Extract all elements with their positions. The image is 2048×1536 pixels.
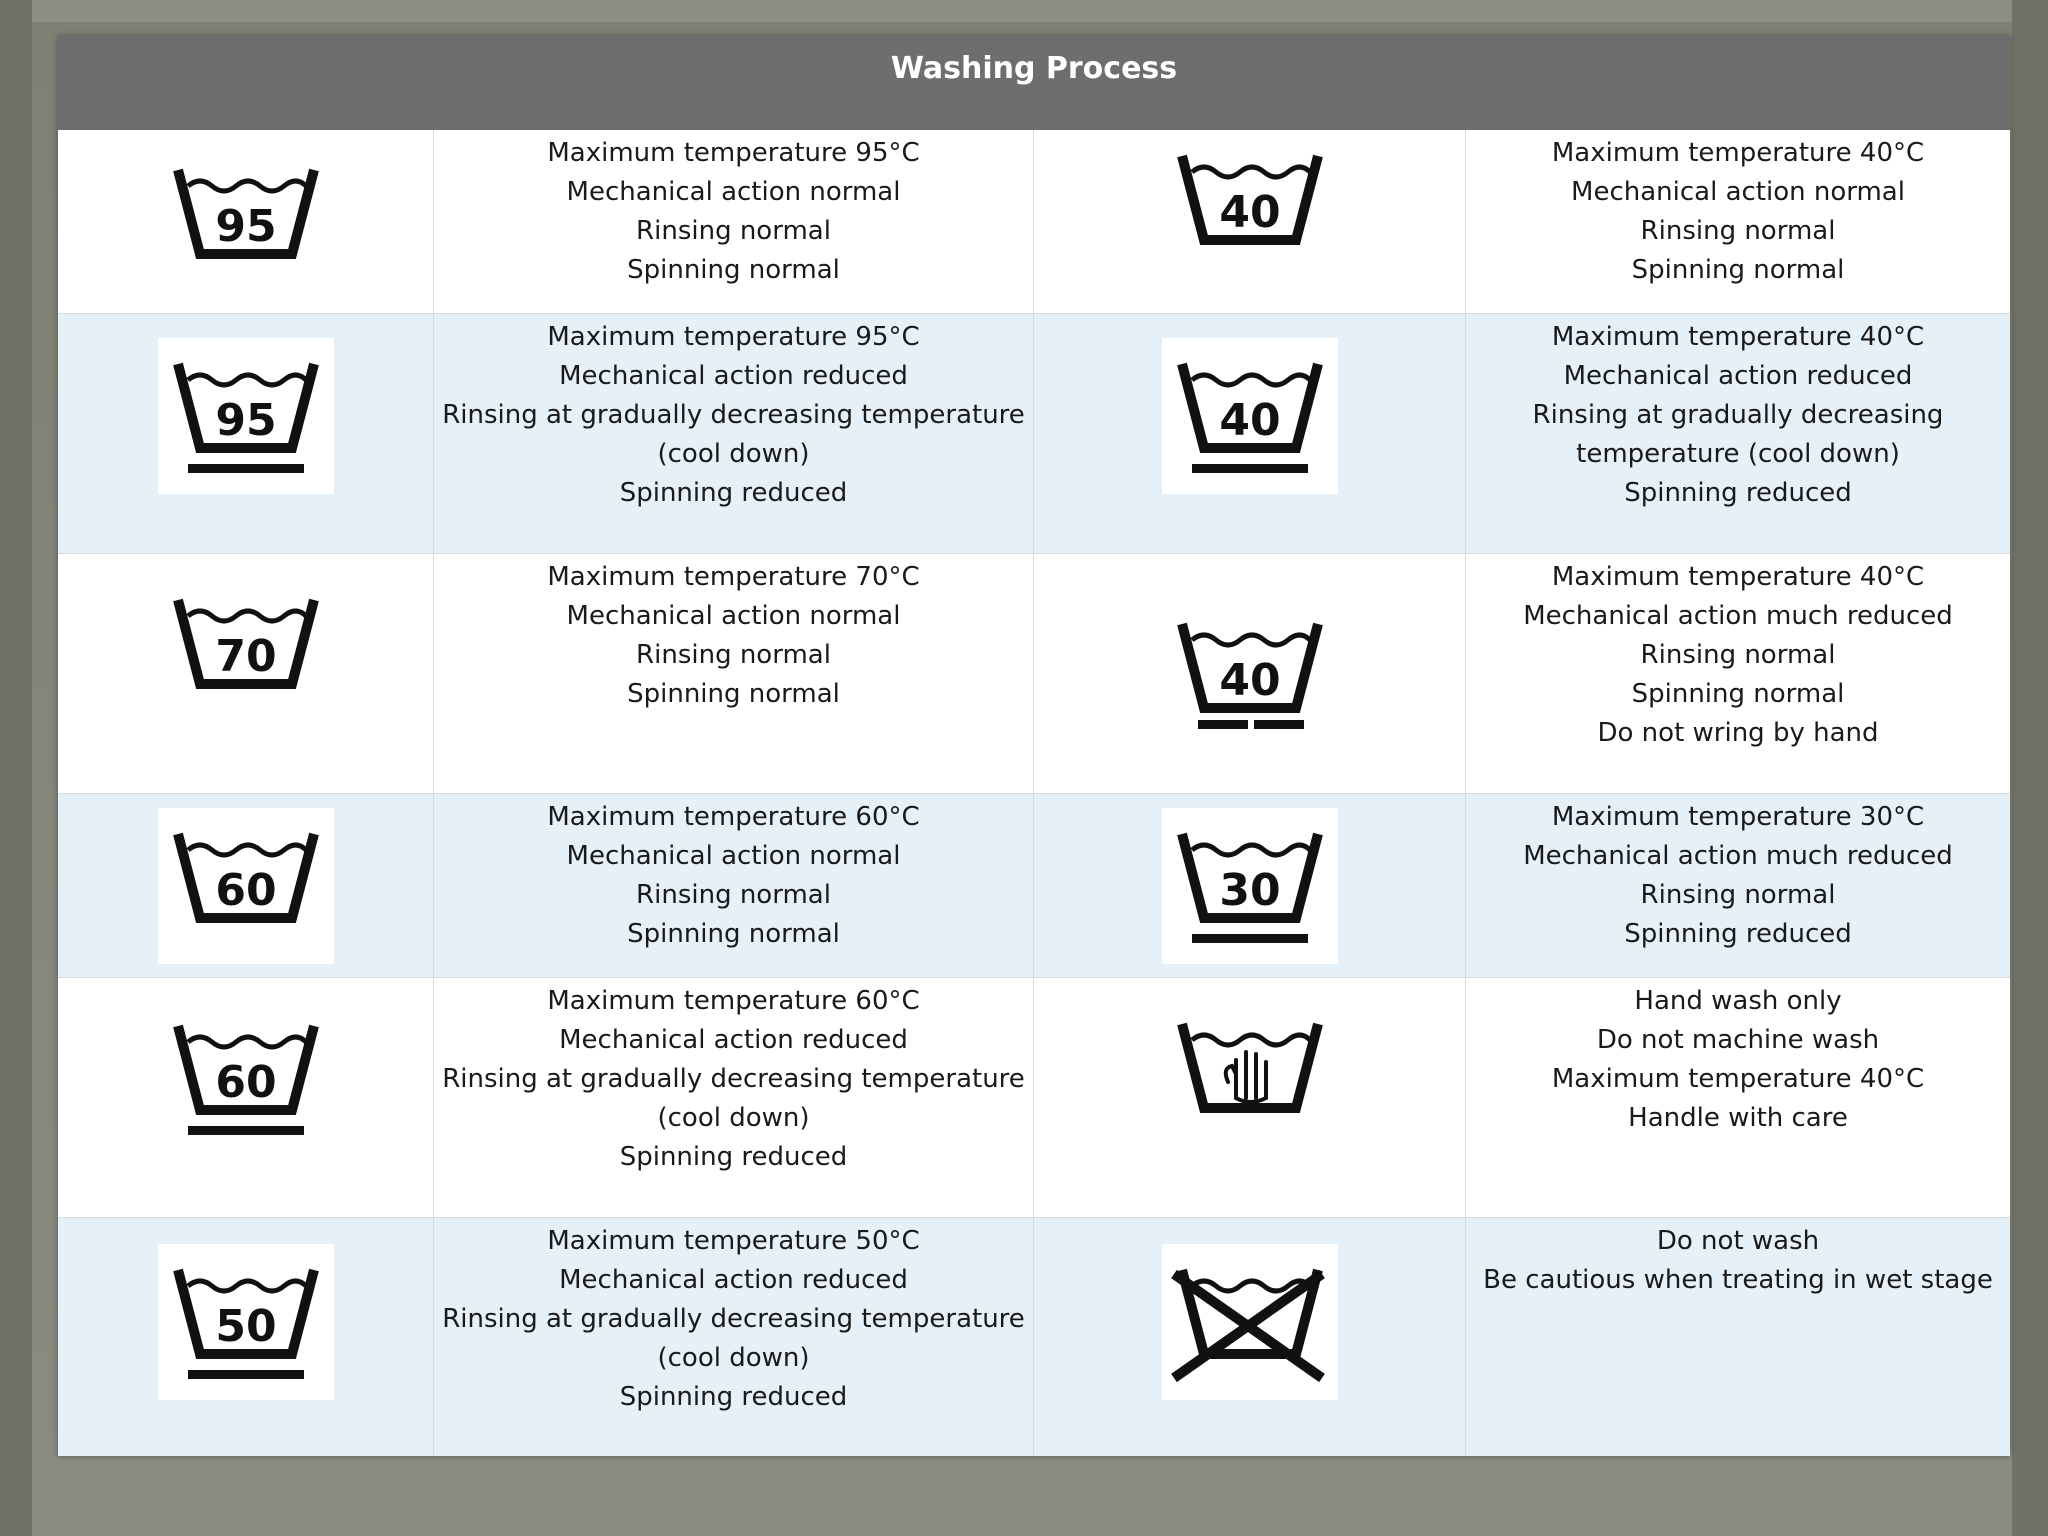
- description-line: Spinning normal: [1631, 679, 1845, 709]
- wash-40-very-gentle-icon: [1162, 598, 1338, 754]
- description-line: Spinning reduced: [1624, 478, 1852, 508]
- temperature-label: 50: [214, 1301, 277, 1352]
- description-cell-left: [434, 1218, 1034, 1456]
- table-row: [58, 794, 2010, 978]
- wash-70-icon: [158, 574, 334, 730]
- description-line: Spinning normal: [627, 255, 840, 285]
- temperature-label: 40: [1218, 395, 1281, 446]
- description-line: Spinning normal: [627, 919, 840, 949]
- description-line: Maximum temperature 95°C: [547, 322, 920, 352]
- table-row: [58, 978, 2010, 1218]
- symbol-cell-right: [1034, 314, 1466, 553]
- description-line: Spinning normal: [627, 679, 840, 709]
- description-line: Maximum temperature 40°C: [1551, 1064, 1925, 1094]
- description-line: Rinsing normal: [636, 880, 831, 910]
- description-line: Rinsing normal: [636, 216, 831, 246]
- description-line: Do not wring by hand: [1597, 718, 1879, 748]
- description-line: Mechanical action reduced: [559, 1025, 908, 1055]
- temperature-label: 40: [1218, 187, 1281, 238]
- symbol-cell-right: [1034, 130, 1466, 313]
- description-cell-left: [434, 130, 1034, 313]
- slide-edge-left: [0, 0, 32, 1536]
- description-line: Maximum temperature 30°C: [1551, 802, 1925, 832]
- description-cell-right: [1466, 794, 2010, 977]
- slide-edge-right: [2012, 0, 2048, 1536]
- description-line: Rinsing at gradually decreasing temperature: [442, 1304, 1025, 1334]
- description-cell-left: [434, 314, 1034, 553]
- temperature-label: 30: [1218, 865, 1281, 916]
- wash-95-gentle-icon: [158, 338, 334, 494]
- description-line: Spinning normal: [1631, 255, 1845, 285]
- description-line: Mechanical action reduced: [559, 361, 908, 391]
- symbol-cell-right: [1034, 1218, 1466, 1456]
- description-line: Maximum temperature 50°C: [547, 1226, 920, 1256]
- symbol-cell-right: [1034, 554, 1466, 793]
- description-line: Spinning reduced: [619, 1382, 848, 1412]
- description-line: Mechanical action normal: [1571, 177, 1905, 207]
- table-row: [58, 130, 2010, 314]
- description-line: (cool down): [657, 439, 810, 469]
- table-header: [58, 36, 2010, 130]
- description-line: Mechanical action much reduced: [1523, 841, 1953, 871]
- description-line: Rinsing normal: [1640, 216, 1836, 246]
- description-line: Mechanical action normal: [566, 841, 901, 871]
- temperature-label: 60: [214, 1057, 277, 1108]
- description-cell-right: [1466, 1218, 2010, 1456]
- wash-50-gentle-icon: [158, 1244, 334, 1400]
- description-line: Maximum temperature 95°C: [547, 138, 920, 168]
- description-cell-right: [1466, 554, 2010, 793]
- description-line: Mechanical action normal: [566, 177, 901, 207]
- symbol-cell-left: [58, 130, 434, 313]
- description-line: Rinsing normal: [1640, 880, 1836, 910]
- symbol-cell-left: [58, 314, 434, 553]
- description-line: Spinning reduced: [1624, 919, 1852, 949]
- description-line: Rinsing at gradually decreasing: [1532, 400, 1944, 430]
- description-cell-left: [434, 554, 1034, 793]
- description-line: Rinsing at gradually decreasing temperature: [442, 1064, 1025, 1094]
- description-cell-right: [1466, 314, 2010, 553]
- temperature-label: 40: [1218, 655, 1281, 706]
- wash-60-icon: [158, 808, 334, 964]
- description-cell-right: [1466, 130, 2010, 313]
- symbol-cell-left: [58, 554, 434, 793]
- description-line: Maximum temperature 70°C: [547, 562, 920, 592]
- description-line: Mechanical action normal: [566, 601, 901, 631]
- description-line: Do not wash: [1656, 1226, 1820, 1256]
- wash-40-icon: [1162, 130, 1338, 286]
- description-line: Maximum temperature 60°C: [547, 986, 920, 1016]
- description-line: Rinsing at gradually decreasing temperature: [442, 400, 1025, 430]
- description-line: Mechanical action reduced: [559, 1265, 908, 1295]
- description-line: (cool down): [657, 1103, 810, 1133]
- description-line: Rinsing normal: [636, 640, 831, 670]
- temperature-label: 70: [214, 631, 277, 682]
- description-line: Maximum temperature 40°C: [1551, 562, 1925, 592]
- table-title: Washing Process: [890, 50, 1178, 86]
- description-line: Be cautious when treating in wet stage: [1483, 1265, 1993, 1295]
- description-line: Maximum temperature 40°C: [1551, 138, 1925, 168]
- description-line: Maximum temperature 40°C: [1551, 322, 1925, 352]
- table-row: [58, 1218, 2010, 1456]
- wash-60-gentle-icon: [158, 1000, 334, 1156]
- temperature-label: 95: [214, 395, 277, 446]
- table-row: [58, 314, 2010, 554]
- hand-wash-icon: [1162, 998, 1338, 1154]
- symbol-cell-right: [1034, 794, 1466, 977]
- table-row: [58, 554, 2010, 794]
- description-line: Maximum temperature 60°C: [547, 802, 920, 832]
- hand-glyph: [1225, 1052, 1265, 1102]
- description-line: Spinning reduced: [619, 478, 848, 508]
- wash-30-gentle-icon: [1162, 808, 1338, 964]
- description-line: Hand wash only: [1634, 986, 1842, 1016]
- description-line: Mechanical action reduced: [1563, 361, 1913, 391]
- symbol-cell-left: [58, 1218, 434, 1456]
- wash-40-gentle-icon: [1162, 338, 1338, 494]
- description-cell-left: [434, 794, 1034, 977]
- symbol-cell-left: [58, 978, 434, 1217]
- description-line: Mechanical action much reduced: [1523, 601, 1953, 631]
- symbol-cell-left: [58, 794, 434, 977]
- description-cell-left: [434, 978, 1034, 1217]
- symbol-cell-right: [1034, 978, 1466, 1217]
- temperature-label: 60: [214, 865, 277, 916]
- description-line: Do not machine wash: [1596, 1025, 1880, 1055]
- do-not-wash-icon: [1162, 1244, 1338, 1400]
- temperature-label: 95: [214, 201, 277, 252]
- description-cell-right: [1466, 978, 2010, 1217]
- description-line: temperature (cool down): [1576, 439, 1900, 469]
- description-line: Handle with care: [1628, 1103, 1848, 1133]
- description-line: (cool down): [657, 1343, 810, 1373]
- slide-edge-top: [0, 0, 2048, 22]
- wash-95-icon: [158, 144, 334, 300]
- washing-process-table: [58, 36, 2010, 1456]
- description-line: Rinsing normal: [1640, 640, 1836, 670]
- description-line: Spinning reduced: [619, 1142, 848, 1172]
